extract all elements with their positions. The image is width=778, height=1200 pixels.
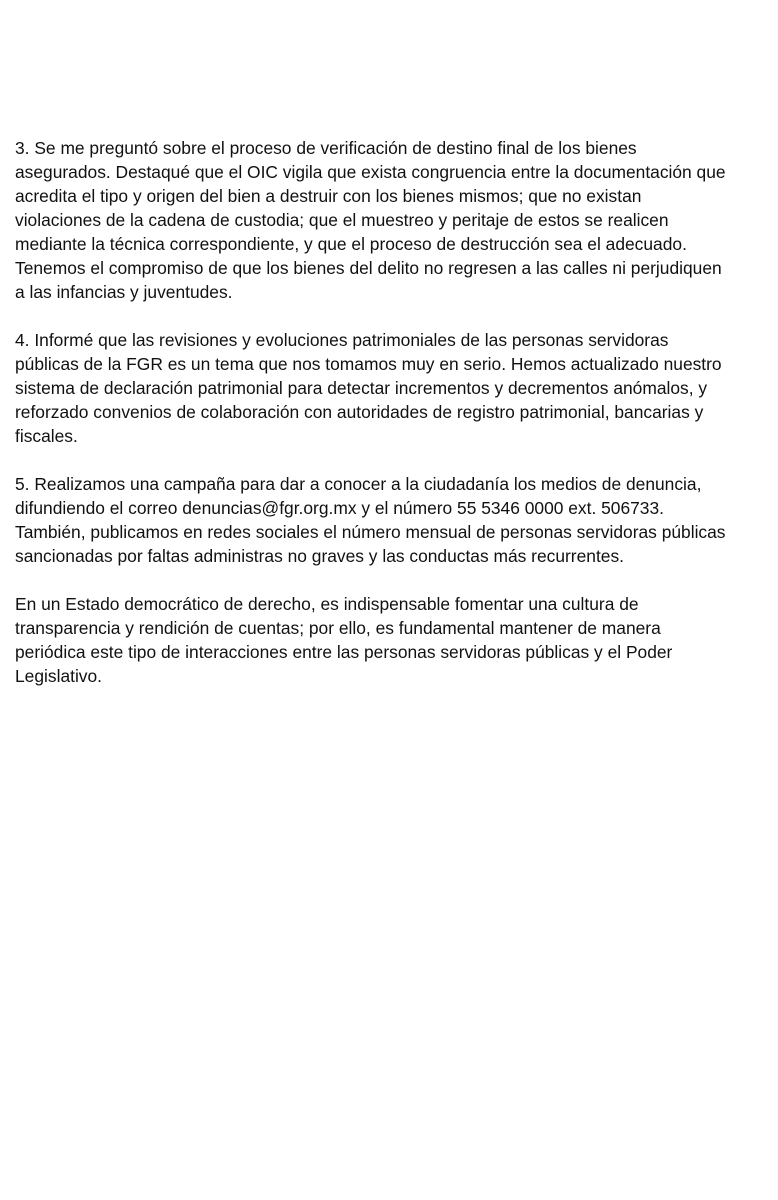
paragraph-5-campana-denuncia	[15, 472, 775, 568]
text-line: En un Estado democrático de derecho, es indispensable fomentar una cultura de	[15, 594, 639, 614]
text-line: acredita el tipo y origen del bien a destruir con los bienes mismos; que no existan	[15, 186, 642, 206]
text-line: transparencia y rendición de cuentas; por ello, es fundamental mantener de manera	[15, 618, 661, 638]
text-line: 3. Se me preguntó sobre el proceso de verificación de destino final de los bienes	[15, 138, 637, 158]
text-line: periódica este tipo de interacciones entre las personas servidoras públicas y el Poder	[15, 642, 673, 662]
text-line: públicas de la FGR es un tema que nos tomamos muy en serio. Hemos actualizado nuestro	[15, 354, 722, 374]
text-line: Tenemos el compromiso de que los bienes del delito no regresen a las calles ni perjudiquen	[15, 258, 722, 278]
text-line: difundiendo el correo denuncias@fgr.org.mx y el número 55 5346 0000 ext. 506733.	[15, 498, 664, 518]
paragraph-4-evoluciones-patrimoniales	[15, 328, 775, 448]
text-line: asegurados. Destaqué que el OIC vigila que exista congruencia entre la documentación que	[15, 162, 726, 182]
text-line: 4. Informé que las revisiones y evoluciones patrimoniales de las personas servidoras	[15, 330, 669, 350]
text-line: violaciones de la cadena de custodia; que el muestreo y peritaje de estos se realicen	[15, 210, 669, 230]
text-line: sistema de declaración patrimonial para detectar incrementos y decrementos anómalos, y	[15, 378, 708, 398]
text-line: reforzado convenios de colaboración con autoridades de registro patrimonial, bancarias y	[15, 402, 704, 422]
text-line: sancionadas por faltas administras no graves y las conductas más recurrentes.	[15, 546, 624, 566]
text-line: mediante la técnica correspondiente, y que el proceso de destrucción sea el adecuado.	[15, 234, 687, 254]
text-line: Legislativo.	[15, 666, 103, 686]
text-line: fiscales.	[15, 426, 78, 446]
paragraph-3-bienes-asegurados	[15, 136, 775, 304]
document-body	[15, 136, 775, 712]
text-line: También, publicamos en redes sociales el número mensual de personas servidoras públicas	[15, 522, 726, 542]
paragraph-conclusion	[15, 592, 775, 688]
text-line: 5. Realizamos una campaña para dar a conocer a la ciudadanía los medios de denuncia,	[15, 474, 702, 494]
text-line: a las infancias y juventudes.	[15, 282, 233, 302]
